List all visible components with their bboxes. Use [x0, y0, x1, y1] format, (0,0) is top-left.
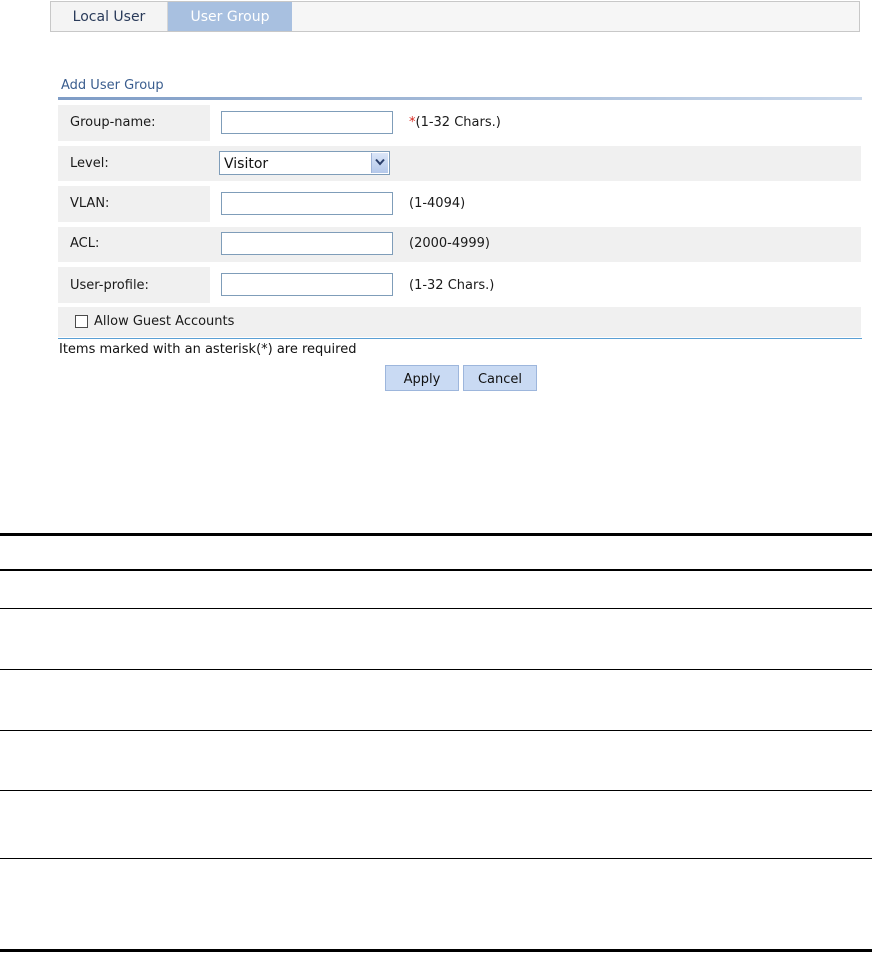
group-name-row — [58, 105, 861, 141]
acl-row — [58, 227, 861, 262]
tab-user-group[interactable]: User Group — [168, 2, 292, 31]
user-profile-hint: (1-32 Chars.) — [409, 278, 495, 293]
table-header-rule — [0, 569, 872, 571]
level-label: Level: — [70, 156, 109, 171]
user-profile-row — [58, 267, 861, 303]
group-name-hint: *(1-32 Chars.) — [409, 115, 501, 130]
allow-guest-label[interactable]: Allow Guest Accounts — [94, 314, 235, 329]
apply-button[interactable]: Apply — [385, 365, 459, 391]
allow-guest-checkbox[interactable] — [75, 315, 88, 328]
table-row-rule — [0, 608, 872, 609]
cancel-button[interactable]: Cancel — [463, 365, 537, 391]
level-row — [58, 146, 861, 181]
required-mark: * — [409, 115, 416, 130]
vlan-label: VLAN: — [70, 196, 110, 211]
tab-local-user[interactable]: Local User — [51, 2, 168, 31]
level-select-value: Visitor — [224, 156, 269, 172]
section-title: Add User Group — [61, 78, 164, 93]
user-profile-label: User-profile: — [70, 278, 149, 293]
table-row-rule — [0, 669, 872, 670]
acl-hint: (2000-4999) — [409, 236, 491, 251]
table-row-rule — [0, 790, 872, 791]
form-bottom-divider — [58, 338, 862, 339]
acl-input[interactable] — [221, 232, 393, 255]
table-bottom-rule — [0, 949, 872, 952]
vlan-row — [58, 186, 861, 222]
tab-bar — [50, 1, 860, 32]
level-select[interactable] — [219, 151, 390, 175]
table-row-rule — [0, 730, 872, 731]
group-name-label: Group-name: — [70, 115, 156, 130]
vlan-hint: (1-4094) — [409, 196, 466, 211]
table-top-rule — [0, 533, 872, 536]
user-profile-input[interactable] — [221, 273, 393, 296]
allow-guest-row — [58, 307, 861, 337]
required-note: Items marked with an asterisk(*) are required — [59, 342, 357, 357]
acl-label: ACL: — [70, 236, 100, 251]
section-divider — [58, 97, 862, 100]
group-name-input[interactable] — [221, 111, 393, 134]
chevron-down-icon[interactable] — [371, 153, 388, 173]
table-row-rule — [0, 858, 872, 859]
vlan-input[interactable] — [221, 192, 393, 215]
